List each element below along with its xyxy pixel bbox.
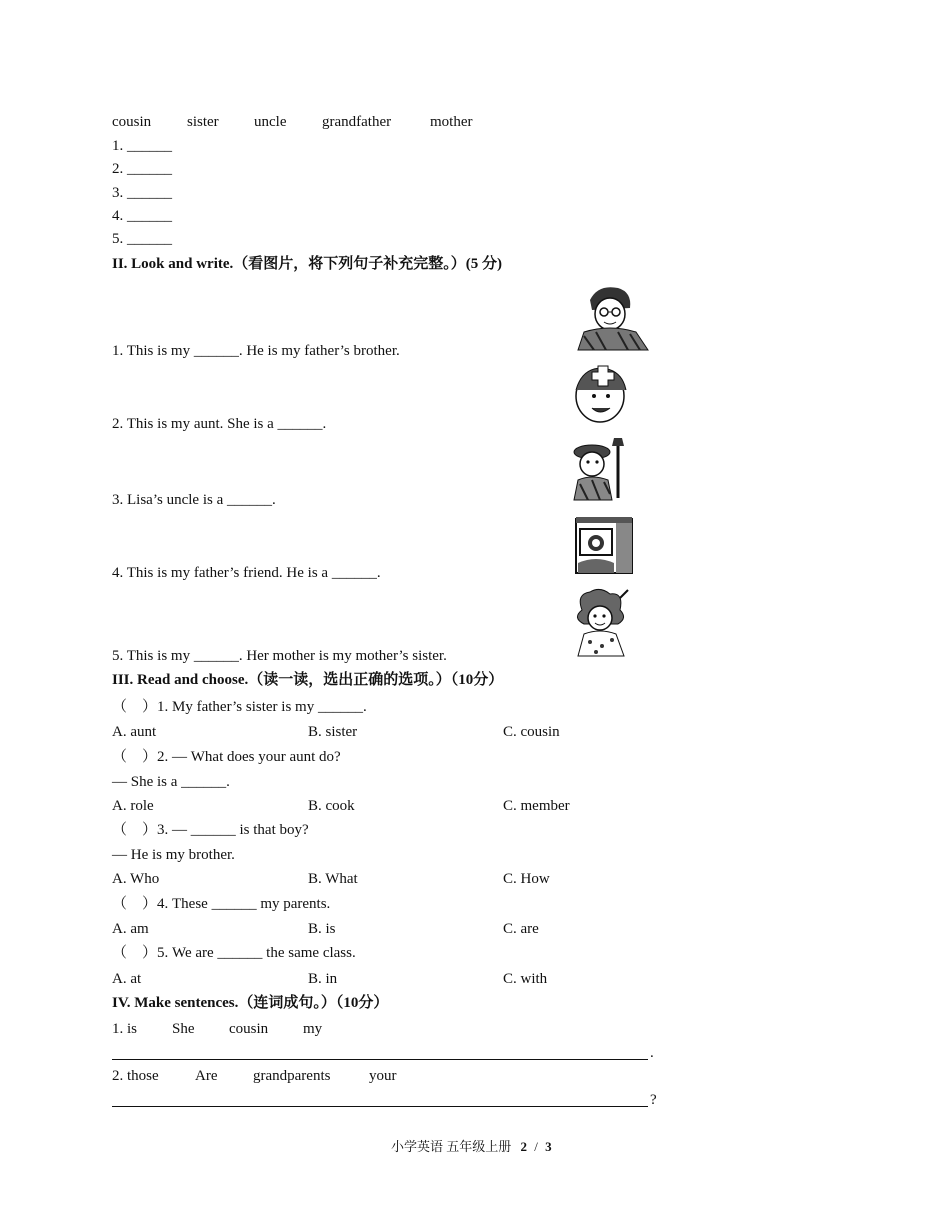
question-3-option-b: B. What <box>308 871 358 887</box>
question-2-option-a: A. role <box>112 798 154 814</box>
question-5-option-a: A. at <box>112 971 142 987</box>
question-3-option-c: C. How <box>503 871 550 887</box>
word-bank-mother: mother <box>430 114 473 130</box>
farmer-with-shovel-icon <box>570 438 632 502</box>
scrambled-word: 2. those <box>112 1068 159 1084</box>
look-write-sentence-2: 2. This is my aunt. She is a ______. <box>112 416 327 432</box>
question-4-option-a: A. am <box>112 921 149 937</box>
scrambled-word: 1. is <box>112 1021 138 1037</box>
word-bank-cousin: cousin <box>112 114 152 130</box>
answer-blank-4: 4. ______ <box>112 208 172 224</box>
question-1-option-b: B. sister <box>308 724 358 740</box>
section-4-heading: IV. Make sentences.（连词成句。）（10分） <box>112 995 389 1011</box>
answer-blank-5: 5. ______ <box>112 231 172 247</box>
page-total: 3 <box>545 1139 552 1154</box>
answer-line-2-end: ? <box>650 1092 657 1108</box>
look-write-sentence-3: 3. Lisa’s uncle is a ______. <box>112 492 276 508</box>
question-5-option-c: C. with <box>503 971 548 987</box>
bus-driver-icon <box>572 515 636 575</box>
question-1-stem: （ ）1. My father’s sister is my ______. <box>112 699 367 715</box>
answer-blank-1: 1. ______ <box>112 138 172 154</box>
question-4-option-c: C. are <box>503 921 539 937</box>
question-5-stem: （ ）5. We are ______ the same class. <box>112 945 356 961</box>
scrambled-word: cousin <box>229 1021 269 1037</box>
question-2-reply: — She is a ______. <box>112 774 230 790</box>
scrambled-word: grandparents <box>253 1068 331 1084</box>
page-number: 2 <box>520 1139 528 1154</box>
scrambled-word: She <box>172 1021 195 1037</box>
word-bank-grandfather: grandfather <box>322 114 392 130</box>
answer-blank-3: 3. ______ <box>112 185 172 201</box>
section-3-heading: III. Read and choose.（读一读，选出正确的选项。）（10分） <box>112 672 504 688</box>
look-write-sentence-5: 5. This is my ______. Her mother is my mother’s sister. <box>112 648 447 664</box>
section-2-heading: II. Look and write.（看图片，将下列句子补充完整。）(5 分) <box>112 256 503 272</box>
footer-text: 小学英语 五年级上册 <box>391 1139 512 1154</box>
answer-line-1 <box>112 1059 648 1060</box>
question-1-option-a: A. aunt <box>112 724 157 740</box>
nurse-icon <box>568 362 634 428</box>
look-write-sentence-1: 1. This is my ______. He is my father’s brother. <box>112 343 400 359</box>
page-footer <box>391 1138 552 1156</box>
man-with-glasses-icon <box>570 282 652 352</box>
word-bank-uncle: uncle <box>254 114 287 130</box>
look-write-sentence-4: 4. This is my father’s friend. He is a ______. <box>112 565 381 581</box>
page-separator: / <box>534 1139 538 1154</box>
question-4-stem: （ ）4. These ______ my parents. <box>112 896 331 912</box>
scrambled-word: your <box>369 1068 397 1084</box>
question-3-stem: （ ）3. — ______ is that boy? <box>112 822 309 838</box>
girl-cousin-icon <box>570 588 632 658</box>
scrambled-word: my <box>303 1021 323 1037</box>
answer-line-1-end: . <box>650 1045 654 1061</box>
question-3-option-a: A. Who <box>112 871 160 887</box>
question-1-option-c: C. cousin <box>503 724 560 740</box>
answer-blank-2: 2. ______ <box>112 161 172 177</box>
question-2-stem: （ ）2. — What does your aunt do? <box>112 749 341 765</box>
question-3-reply: — He is my brother. <box>112 847 235 863</box>
question-4-option-b: B. is <box>308 921 336 937</box>
answer-line-2 <box>112 1106 648 1107</box>
question-2-option-b: B. cook <box>308 798 355 814</box>
word-bank-sister: sister <box>187 114 219 130</box>
question-2-option-c: C. member <box>503 798 570 814</box>
scrambled-word: Are <box>195 1068 218 1084</box>
question-5-option-b: B. in <box>308 971 338 987</box>
